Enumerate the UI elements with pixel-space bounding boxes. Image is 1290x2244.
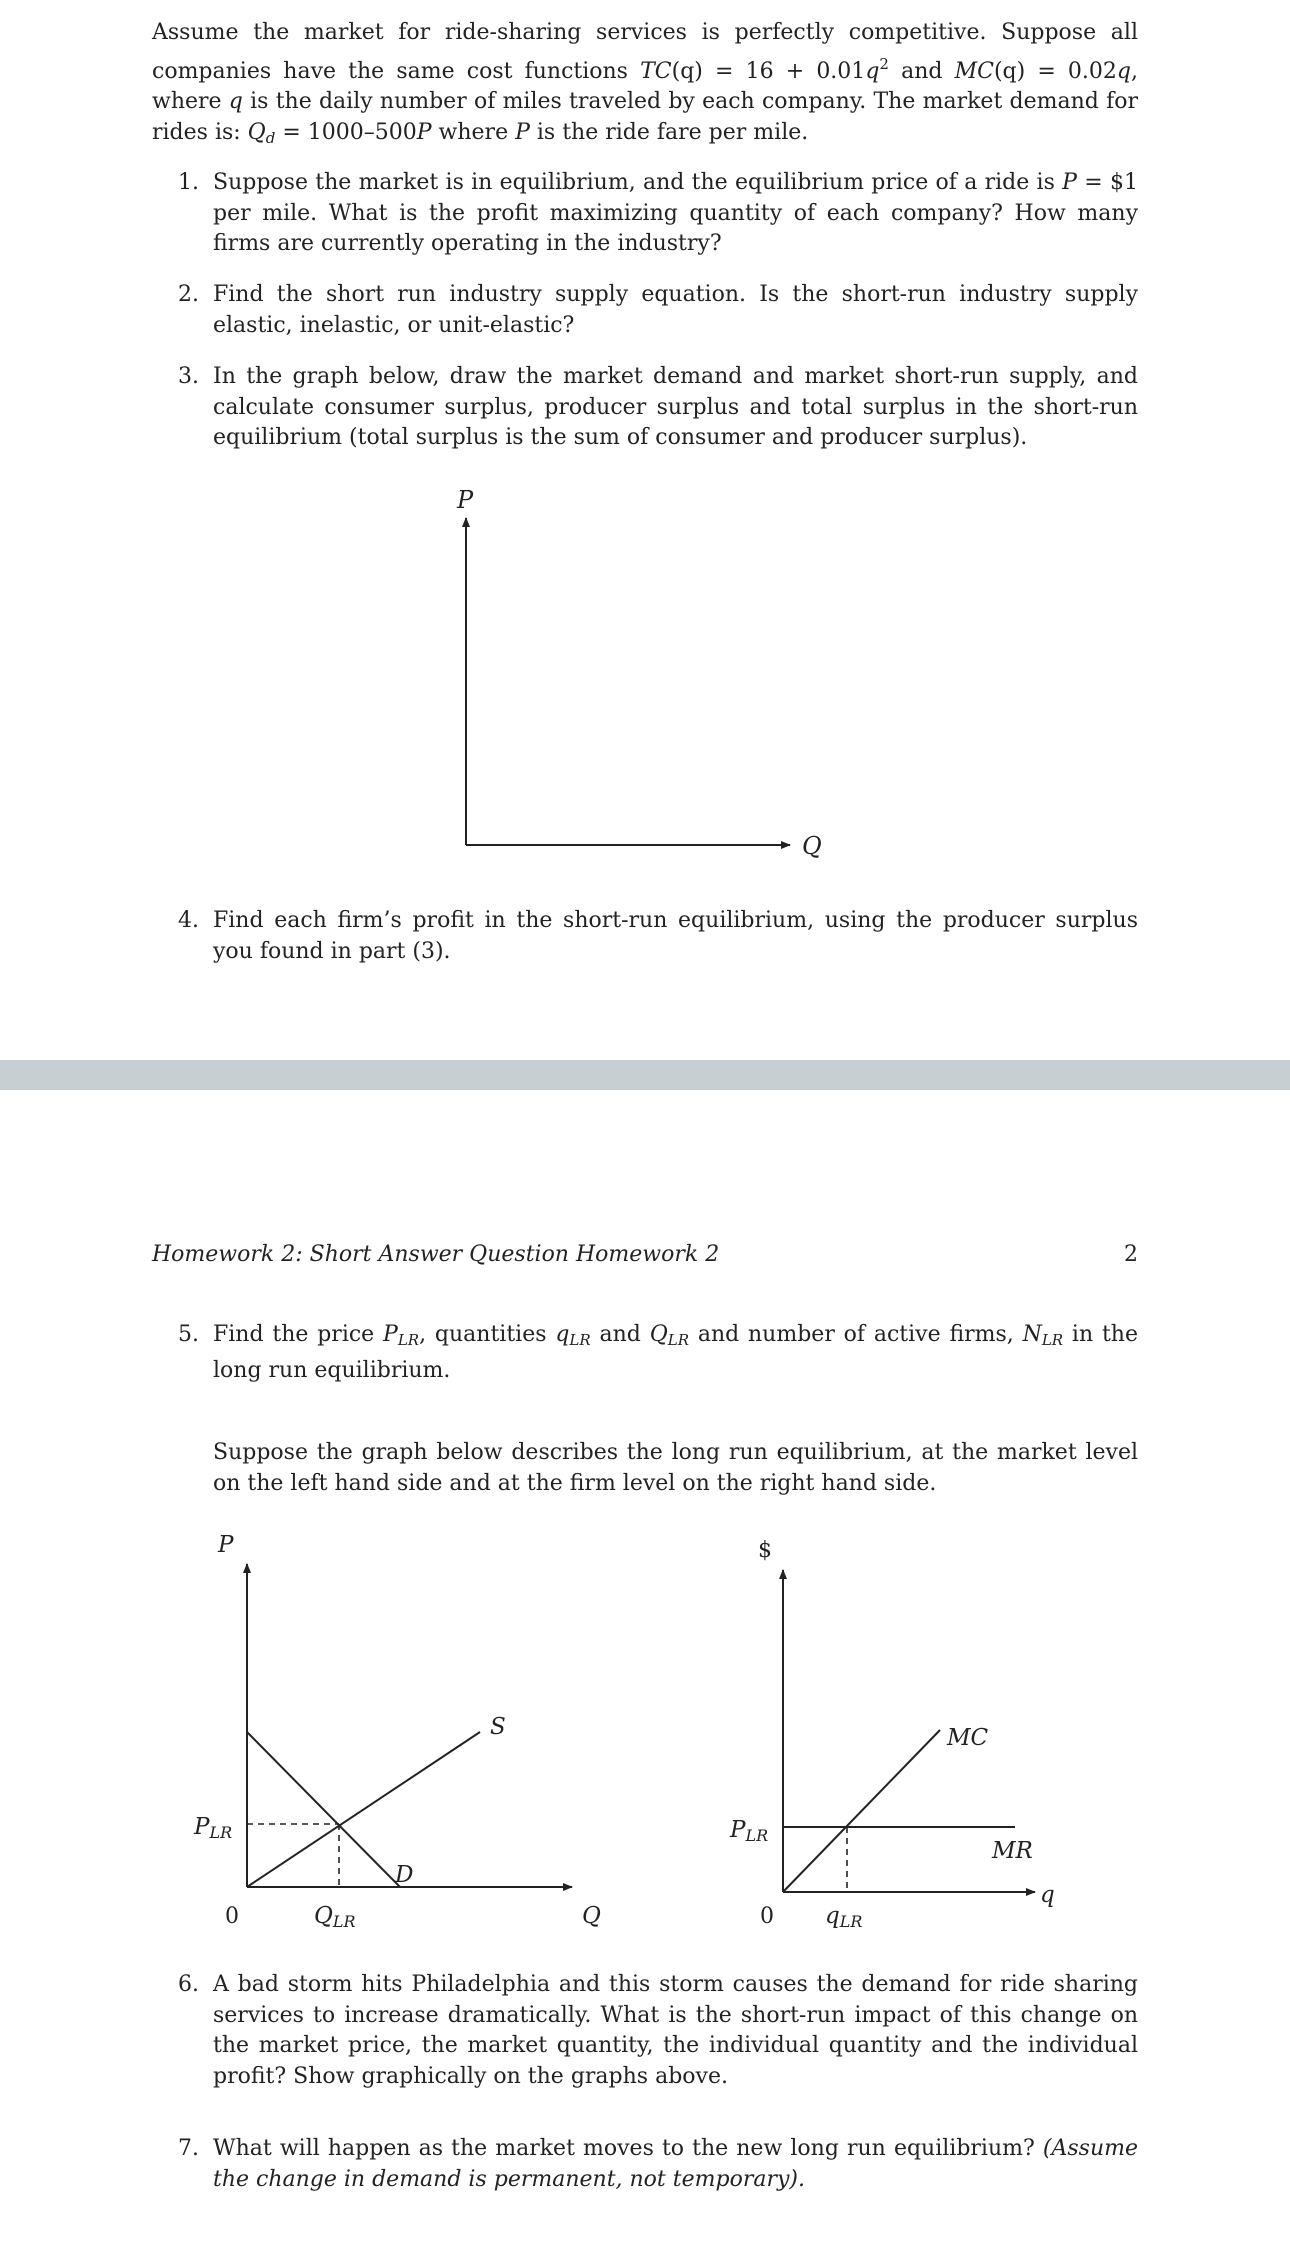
demand-curve — [247, 1732, 400, 1887]
firm-origin: 0 — [760, 1904, 774, 1929]
qd-subscript: d — [265, 128, 276, 147]
question-number: 5. — [178, 1322, 199, 1347]
q-symbol: q — [228, 89, 243, 114]
firm-graph — [720, 1530, 1220, 1950]
subscript: LR — [1041, 1331, 1064, 1349]
problem-intro — [152, 18, 1138, 153]
question-text: Suppose the market is in equilibrium, and the equilibrium price of a ride is — [213, 170, 1063, 195]
page-2 — [0, 1090, 1290, 2244]
p-symbol: P — [383, 1322, 398, 1347]
market-price-label: PLR — [194, 1814, 233, 1842]
tc-expression: (q) = 16 + 0.01 — [671, 58, 866, 84]
mc-expression: (q) = 0.02 — [993, 58, 1117, 84]
question-7 — [178, 2134, 1138, 2195]
mc-q: q — [1116, 58, 1132, 84]
subscript: LR — [667, 1331, 690, 1349]
question-5 — [178, 1320, 1138, 1386]
question-text: = $1 per mile. What is the profit maximizing quantity of each company? How many firms are currently operating in the industry? — [213, 170, 1138, 256]
question-text: and number of active firms, — [689, 1322, 1023, 1347]
question-text: In the graph below, draw the market demand and market short-run supply, and calculate consumer surplus, producer surplus and total surplus in the short-run equilibrium (total surplus is the sum of consumer and producer surplus). — [213, 364, 1138, 450]
subscript: LR — [397, 1331, 420, 1349]
market-x-label: Q — [582, 1903, 601, 1929]
graph-intro: Suppose the graph below describes the long run equilibrium, at the market level on the left hand side and at the firm level on the right hand side. — [213, 1440, 1138, 1496]
intro-text: where — [431, 119, 516, 145]
market-qty-label: QLR — [314, 1903, 356, 1931]
firm-y-label: $ — [758, 1538, 772, 1563]
mr-label: MR — [992, 1838, 1033, 1864]
question-2 — [178, 280, 1138, 341]
question-text: Find the short run industry supply equation. Is the short-run industry supply elastic, inelastic, or unit-elastic? — [213, 282, 1138, 338]
intro-text: is the daily number of miles traveled by each company. The market demand for rides is: — [152, 89, 1138, 145]
market-origin: 0 — [225, 1904, 239, 1929]
tc-exponent: 2 — [879, 54, 889, 73]
question-3 — [178, 362, 1138, 454]
question-number: 4. — [178, 908, 199, 933]
intro-text: , where — [152, 58, 1139, 114]
qd-symbol: Q — [247, 119, 266, 145]
Q-symbol: Q — [649, 1322, 668, 1347]
supply-curve — [247, 1732, 480, 1887]
page-number: 2 — [1124, 1242, 1138, 1267]
demand-p: P — [416, 119, 432, 145]
market-y-label: P — [218, 1532, 234, 1558]
firm-x-label: q — [1040, 1882, 1055, 1908]
tc-q: q — [865, 58, 880, 84]
y-axis-label: P — [457, 486, 474, 514]
supply-label: S — [490, 1714, 506, 1740]
header-title: Homework 2: Short Answer Question Homework 2 — [152, 1242, 720, 1267]
tc-symbol: TC — [640, 58, 672, 84]
question-1 — [178, 168, 1138, 260]
n-symbol: N — [1022, 1322, 1042, 1347]
firm-price-label: PLR — [730, 1817, 769, 1845]
intro-text: Assume the market for ride-sharing services is perfectly competitive. Suppose all companies have the same cost functions — [152, 20, 1138, 84]
firm-qty-label: qLR — [825, 1903, 863, 1931]
mc-symbol: MC — [954, 58, 994, 84]
question-text: and — [590, 1322, 650, 1347]
question-number: 6. — [178, 1972, 199, 1997]
p-symbol: P — [515, 119, 530, 145]
mc-curve — [783, 1730, 940, 1892]
page-divider — [0, 1060, 1290, 1090]
page-1 — [0, 0, 1290, 1060]
question-text: in the long run equilibrium. — [213, 1322, 1138, 1383]
intro-text: and — [888, 58, 955, 84]
question-number: 3. — [178, 364, 199, 389]
running-header — [152, 1242, 1138, 1267]
question-4 — [178, 906, 1138, 967]
q-symbol: q — [555, 1322, 570, 1347]
question-text: Find the price — [213, 1322, 384, 1347]
question-text: What will happen as the market moves to the new long run equilibrium? — [213, 2136, 1043, 2161]
question-emphasis: (Assume the change in demand is permanent, not temporary). — [213, 2136, 1138, 2192]
market-graph — [180, 1530, 680, 1950]
intro-text: is the ride fare per mile. — [529, 119, 809, 145]
question-text: A bad storm hits Philadelphia and this storm causes the demand for ride sharing services to increase dramatically. What is the short-run impact of this change on the market price, the market quantity, the individual quantity and the individual profit? Show graphically on the graphs above. — [213, 1972, 1138, 2089]
question-text: , quantities — [419, 1322, 556, 1347]
mc-label: MC — [947, 1725, 989, 1751]
question-number: 7. — [178, 2136, 199, 2161]
subscript: LR — [569, 1331, 591, 1349]
question-text: Find each firm’s profit in the short-run equilibrium, using the producer surplus you found in part (3). — [213, 908, 1138, 964]
demand-equation: = 1000–500 — [275, 119, 417, 145]
question-number: 2. — [178, 282, 199, 307]
question-6 — [178, 1970, 1138, 2092]
question-number: 1. — [178, 170, 199, 195]
blank-graph — [0, 480, 1290, 880]
p-symbol: P — [1062, 170, 1077, 195]
x-axis-label: Q — [802, 832, 822, 860]
demand-label: D — [395, 1862, 414, 1888]
